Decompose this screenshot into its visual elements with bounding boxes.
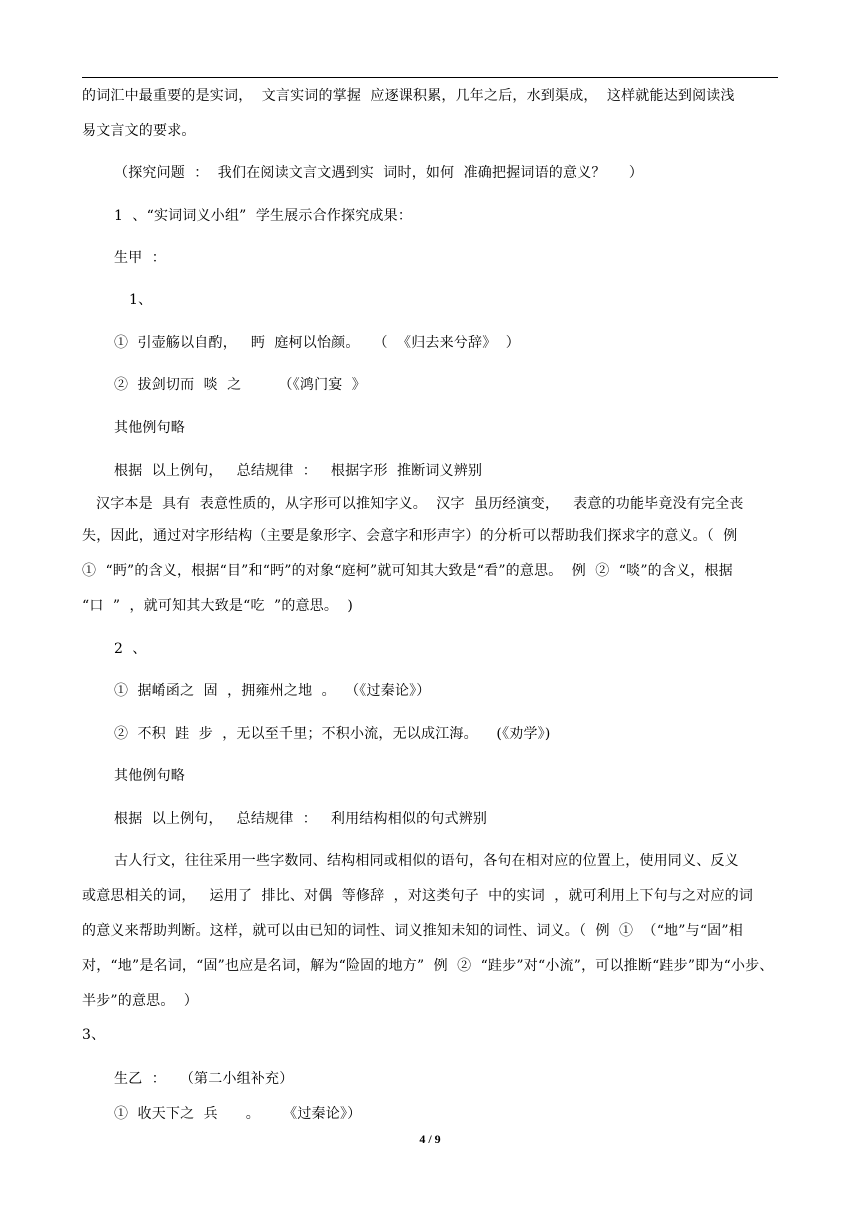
student-label: 生甲 ： — [114, 250, 166, 266]
note-line: 其他例句略 — [114, 768, 185, 784]
paragraph-line: 半步”的意思。 ） — [82, 993, 199, 1009]
paragraph-line: 易文言文的要求。 — [82, 123, 196, 139]
paragraph-line: 对，“地”是名词，“固”也应是名词，解为“险固的地方” 例 ② “跬步”对“小流”，可以推断“跬步”即为“小步、 — [82, 958, 774, 974]
page-number: 4 / 9 — [419, 1132, 441, 1146]
example-sentence: ② 拔剑切而 啖 之 （《鸿门宴 》 — [114, 377, 367, 393]
subsection-number: 1、 — [129, 292, 153, 308]
example-sentence: ① 据崤函之 固 ，拥雍州之地 。 （《过秦论》） — [114, 683, 431, 699]
paragraph-line: 或意思相关的词， 运用了 排比、对偶 等修辞 ，对这类句子 中的实词 ，就可利用上下句与之对应的词 — [82, 888, 754, 904]
rule-summary: 根据 以上例句， 总结规律 ： 利用结构相似的句式辨别 — [114, 811, 488, 827]
rule-summary: 根据 以上例句， 总结规律 ： 根据字形 推断词义辨别 — [114, 463, 483, 479]
paragraph-line: ① “眄”的含义，根据“目”和“眄”的对象“庭柯”就可知其大致是“看”的意思。 例 ② “啖”的含义，根据 — [82, 563, 733, 579]
paragraph-line: 古人行文，往往采用一些字数同、结构相同或相似的语句，各句在相对应的位置上，使用同义、反义 — [114, 853, 739, 869]
paragraph-line: 的意义来帮助判断。这样，就可以由已知的词性、词义推知未知的词性、词义。（ 例 ① （“地”与“固”相 — [82, 923, 743, 939]
header-rule — [82, 77, 778, 78]
example-sentence: ② 不积 跬 步 ，无以至千里；不积小流，无以成江海。 (《劝学》) — [114, 726, 551, 742]
student-label: 生乙 ： （第二小组补充） — [114, 1071, 294, 1087]
example-sentence: ① 收天下之 兵 。 《过秦论》） — [114, 1106, 362, 1122]
paragraph-line: 汉字本是 具有 表意性质的，从字形可以推知字义。 汉字 虽历经演变， 表意的功能毕竟没有完全丧 — [96, 496, 744, 512]
subsection-number: 3、 — [82, 1027, 106, 1043]
paragraph-line: “口 ” ，就可知其大致是“吃 ”的意思。 ) — [82, 598, 354, 614]
section-heading: 1 、“实词词义小组” 学生展示合作探究成果： — [114, 208, 413, 224]
question-line: （探究问题 ： 我们在阅读文言文遇到实 词时，如何 准确把握词语的意义？ ） — [114, 165, 644, 181]
paragraph-line: 失，因此，通过对字形结构（主要是象形字、会意字和形声字）的分析可以帮助我们探求字的意义。（ 例 — [82, 528, 738, 544]
subsection-number: 2 、 — [114, 641, 147, 657]
paragraph-line: 的词汇中最重要的是实词， 文言实词的掌握 应逐课积累，几年之后，水到渠成， 这样就能达到阅读浅 — [82, 88, 735, 104]
example-sentence: ① 引壶觞以自酌， 眄 庭柯以怡颜。 （ 《归去来兮辞》 ） — [114, 335, 520, 351]
note-line: 其他例句略 — [114, 420, 185, 436]
